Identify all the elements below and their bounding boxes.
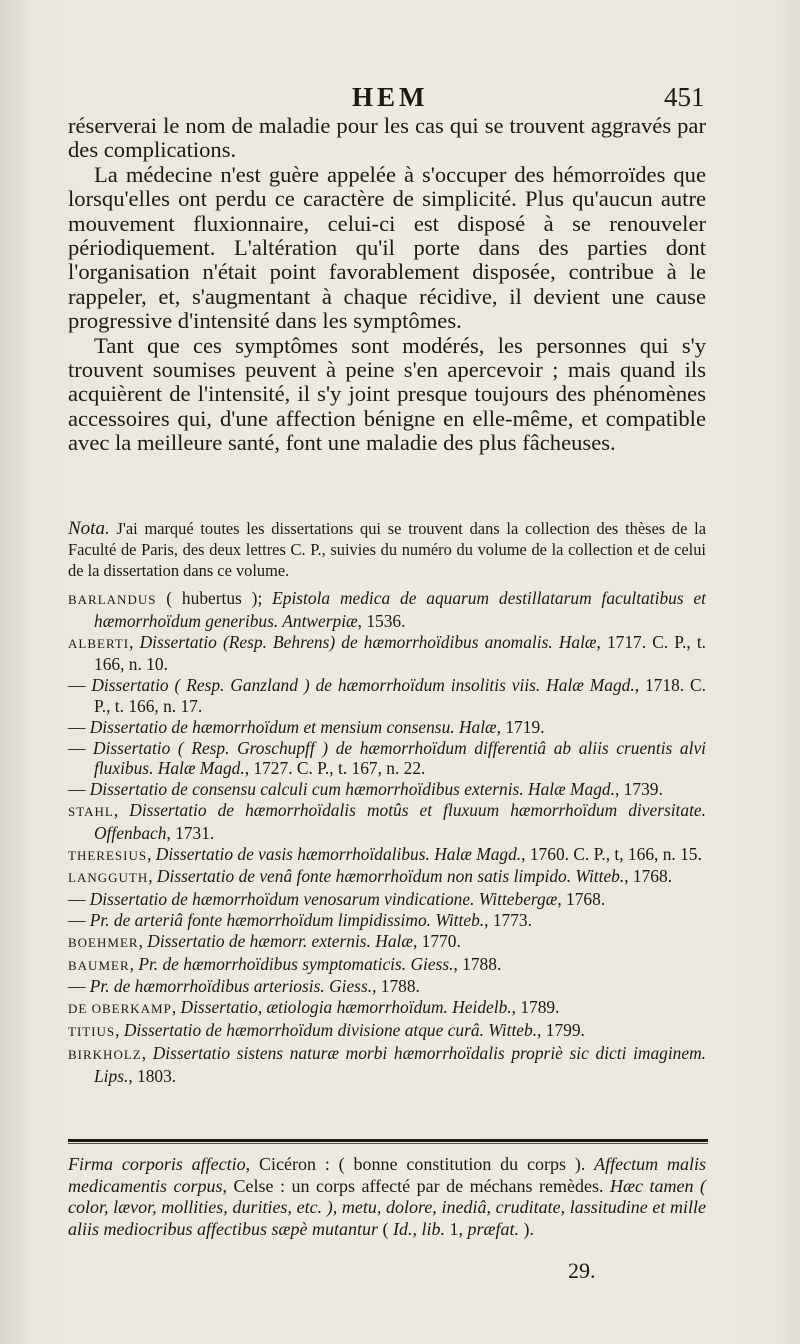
bib-details: , 1717. C. P., t. 166, n. 10. bbox=[94, 631, 706, 675]
bib-punct: — bbox=[68, 909, 90, 930]
paragraph: Tant que ces symptômes sont modérés, les personnes qui s'y trouvent soumises peuvent à peine s'en apercevoir ; mais quand ils acquièrent de l'intensité, il s'y joint presque toujours des phénomènes accessoires qui, d'une affection bénigne en elle-même, et compatible avec la meilleure santé, font une maladie des plus fâcheuses. bbox=[68, 332, 706, 456]
bib-details: , 1770. bbox=[412, 930, 461, 951]
bib-punct: — bbox=[68, 737, 94, 758]
bib-details: , 1760. C. P., t, 166, n. 15. bbox=[521, 843, 702, 864]
bib-entry bbox=[68, 588, 706, 632]
bib-title: Dissertatio de venâ fonte hæmorrhoïdum non satis limpido. Witteb. bbox=[156, 866, 625, 887]
bib-author: LANGGUTH bbox=[68, 870, 149, 886]
bib-punct: , bbox=[115, 1019, 124, 1040]
bib-author: THERESIUS bbox=[68, 847, 148, 863]
footnote-latin: præfat. bbox=[467, 1218, 520, 1239]
bib-entry bbox=[68, 910, 706, 931]
bib-punct: — bbox=[68, 716, 90, 737]
bib-punct: , bbox=[129, 953, 139, 974]
bib-details: , 1719. bbox=[496, 716, 545, 737]
paragraph: La médecine n'est guère appelée à s'occuper des hémorroïdes que lorsqu'elles ont perdu ce caractère de simplicité. Plus qu'aucun autre mouvement fluxionnaire, celui-ci est disposé à se renouveler périodiquement. L'altération qu'il porte dans des parties dont l'organisation n'était point favorablement disposée, contribue à le rappeler, et, s'augmentant à chaque récidive, il devient une cause progressive d'intensité dans les symptômes. bbox=[68, 161, 706, 334]
bib-title: Dissertatio de hæmorrhoïdalis motûs et fluxuum hæmorrhoïdum diversitate. Offenbach bbox=[94, 799, 706, 843]
bib-details: , 1727. C. P., t. 167, n. 22. bbox=[244, 758, 426, 779]
bib-punct: , bbox=[147, 843, 156, 864]
bib-title: Pr. de hæmorrhoïdibus arteriosis. Giess. bbox=[89, 976, 373, 997]
bib-entry bbox=[68, 779, 706, 800]
bib-title: Dissertatio de hæmorrhoïdum venosarum vindicatione. Wittebergæ bbox=[89, 889, 558, 910]
footnote-rule-thin bbox=[68, 1143, 708, 1144]
bib-entry bbox=[68, 931, 706, 954]
nota-note bbox=[68, 518, 706, 581]
main-text bbox=[68, 114, 706, 456]
footnote-text: ( bbox=[378, 1218, 393, 1239]
bib-entry bbox=[68, 997, 706, 1020]
bib-title: Dissertatio sistens naturæ morbi hæmorrhoïdalis propriè sic dicti imaginem. Lips. bbox=[94, 1042, 707, 1086]
footnote-text: ). bbox=[519, 1218, 535, 1239]
bib-punct: — bbox=[68, 675, 92, 696]
bib-details: , 1799. bbox=[537, 1019, 585, 1040]
bib-author: BAUMER bbox=[68, 957, 130, 973]
bib-punct: — bbox=[68, 889, 90, 910]
bib-title: Dissertatio de hæmorrhoïdum divisione atque curâ. Witteb. bbox=[123, 1019, 538, 1040]
nota-label: Nota. bbox=[68, 518, 110, 539]
bib-author: ALBERTI bbox=[68, 635, 130, 651]
bib-title: Dissertatio (Resp. Behrens) de hæmorrhoïdibus anomalis. Halæ bbox=[139, 631, 597, 652]
bib-details: , 1536. bbox=[357, 610, 406, 631]
bib-title: Dissertatio ( Resp. Groschupff ) de hæmorrhoïdum differentiâ ab aliis cruentis alvi fluxibus. Halæ Magd. bbox=[93, 737, 706, 779]
bib-author: TITIUS bbox=[68, 1023, 116, 1039]
bib-punct: , bbox=[113, 799, 130, 820]
bib-entry bbox=[68, 954, 706, 977]
footnote-latin: Id., lib. bbox=[393, 1218, 445, 1239]
nota-text: J'ai marqué toutes les dissertations qui se trouvent dans la collection des thèses de la Faculté de Paris, des deux lettres C. P., suivies du numéro du volume de la collection et de celui de la dissertation dans ce volume. bbox=[68, 519, 706, 580]
bib-author: BOEHMER bbox=[68, 934, 139, 950]
footnote-latin: Hæc tamen ( color, lævor, mollities, durities, etc. ), metu, dolore, inediâ, cruditate, lassitudine et mille aliis mediocribus affectibus sæpè mutantur bbox=[68, 1175, 706, 1239]
running-title: HEM bbox=[352, 82, 429, 112]
bib-title: Epistola medica de aquarum destillatarum facultatibus et hæmorrhoïdum generibus. Antwerpiæ bbox=[94, 588, 707, 631]
bib-details: , 1788. bbox=[372, 976, 420, 997]
footnote-text: 1, bbox=[445, 1218, 468, 1239]
paragraph: réserverai le nom de maladie pour les cas qui se trouvent aggravés par des complications. bbox=[68, 113, 706, 163]
bib-details: , 1803. bbox=[128, 1065, 177, 1086]
bib-entry bbox=[68, 889, 706, 910]
bib-entry bbox=[68, 632, 706, 676]
footnote-text: , Cicéron : ( bonne constitution du corps ). bbox=[245, 1154, 595, 1174]
bib-punct: — bbox=[68, 976, 90, 997]
bib-punct: , bbox=[141, 1042, 153, 1063]
bib-entry bbox=[68, 1020, 706, 1043]
bib-title: Dissertatio de vasis hæmorrhoïdalibus. Halæ Magd. bbox=[155, 843, 522, 864]
bib-punct: , bbox=[138, 930, 148, 951]
bib-entry bbox=[68, 1043, 706, 1087]
bib-punct: — bbox=[68, 779, 90, 800]
bib-title: Dissertatio de hæmorrhoïdum et mensium consensu. Halæ bbox=[89, 716, 497, 737]
signature-mark: 29. bbox=[568, 1258, 596, 1283]
footnote-latin: Firma corporis affectio bbox=[68, 1154, 246, 1174]
bib-author: BARLANDUS bbox=[68, 592, 157, 607]
bib-entry bbox=[68, 844, 706, 867]
bib-entry bbox=[68, 675, 706, 717]
bib-title: Dissertatio de consensu calculi cum hæmorrhoïdibus externis. Halæ Magd. bbox=[89, 779, 615, 800]
bib-punct: , bbox=[129, 631, 140, 652]
bib-details: , 1789. bbox=[511, 997, 560, 1018]
bib-entry bbox=[68, 976, 706, 997]
bib-title: Pr. de hæmorrhoïdibus symptomaticis. Giess. bbox=[138, 953, 454, 974]
bib-details: , 1739. bbox=[614, 779, 663, 800]
bib-punct: , bbox=[148, 866, 157, 887]
bib-title: Dissertatio ( Resp. Ganzland ) de hæmorrhoïdum insolitis viis. Halæ Magd. bbox=[91, 675, 635, 696]
footnote-rule bbox=[68, 1139, 708, 1142]
bib-entry bbox=[68, 866, 706, 889]
bib-details: , 1768. bbox=[557, 889, 606, 910]
bib-details: , 1718. C. P., t. 166, n. 17. bbox=[94, 675, 706, 716]
bib-details: , 1773. bbox=[484, 909, 532, 930]
bib-punct: , bbox=[171, 997, 181, 1018]
bib-entry bbox=[68, 738, 706, 780]
footnote bbox=[68, 1154, 706, 1240]
bib-title: Dissertatio, ætiologia hæmorrhoïdum. Heidelb. bbox=[180, 997, 512, 1018]
footnote-latin: Affectum malis medicamentis corpus bbox=[68, 1154, 706, 1196]
bibliography bbox=[68, 588, 706, 1086]
bib-entry bbox=[68, 717, 706, 738]
footnote-text: , Celse : un corps affecté par de méchans remèdes. bbox=[222, 1175, 611, 1196]
bib-title: Pr. de arteriâ fonte hæmorrhoïdum limpidissimo. Witteb. bbox=[89, 909, 485, 930]
bib-author: BIRKHOLZ bbox=[68, 1046, 142, 1062]
bib-details: , 1788. bbox=[453, 953, 502, 974]
bib-entry bbox=[68, 800, 706, 844]
bib-details: , 1731. bbox=[166, 822, 215, 843]
bib-author: DE OBERKAMP bbox=[68, 1001, 172, 1017]
bib-details: , 1768. bbox=[624, 866, 673, 887]
bib-author: STAHL bbox=[68, 803, 114, 819]
bib-title: Dissertatio de hæmorr. externis. Halæ bbox=[147, 930, 413, 951]
page-number: 451 bbox=[664, 82, 705, 112]
bib-punct: ( hubertus ); bbox=[156, 588, 273, 608]
